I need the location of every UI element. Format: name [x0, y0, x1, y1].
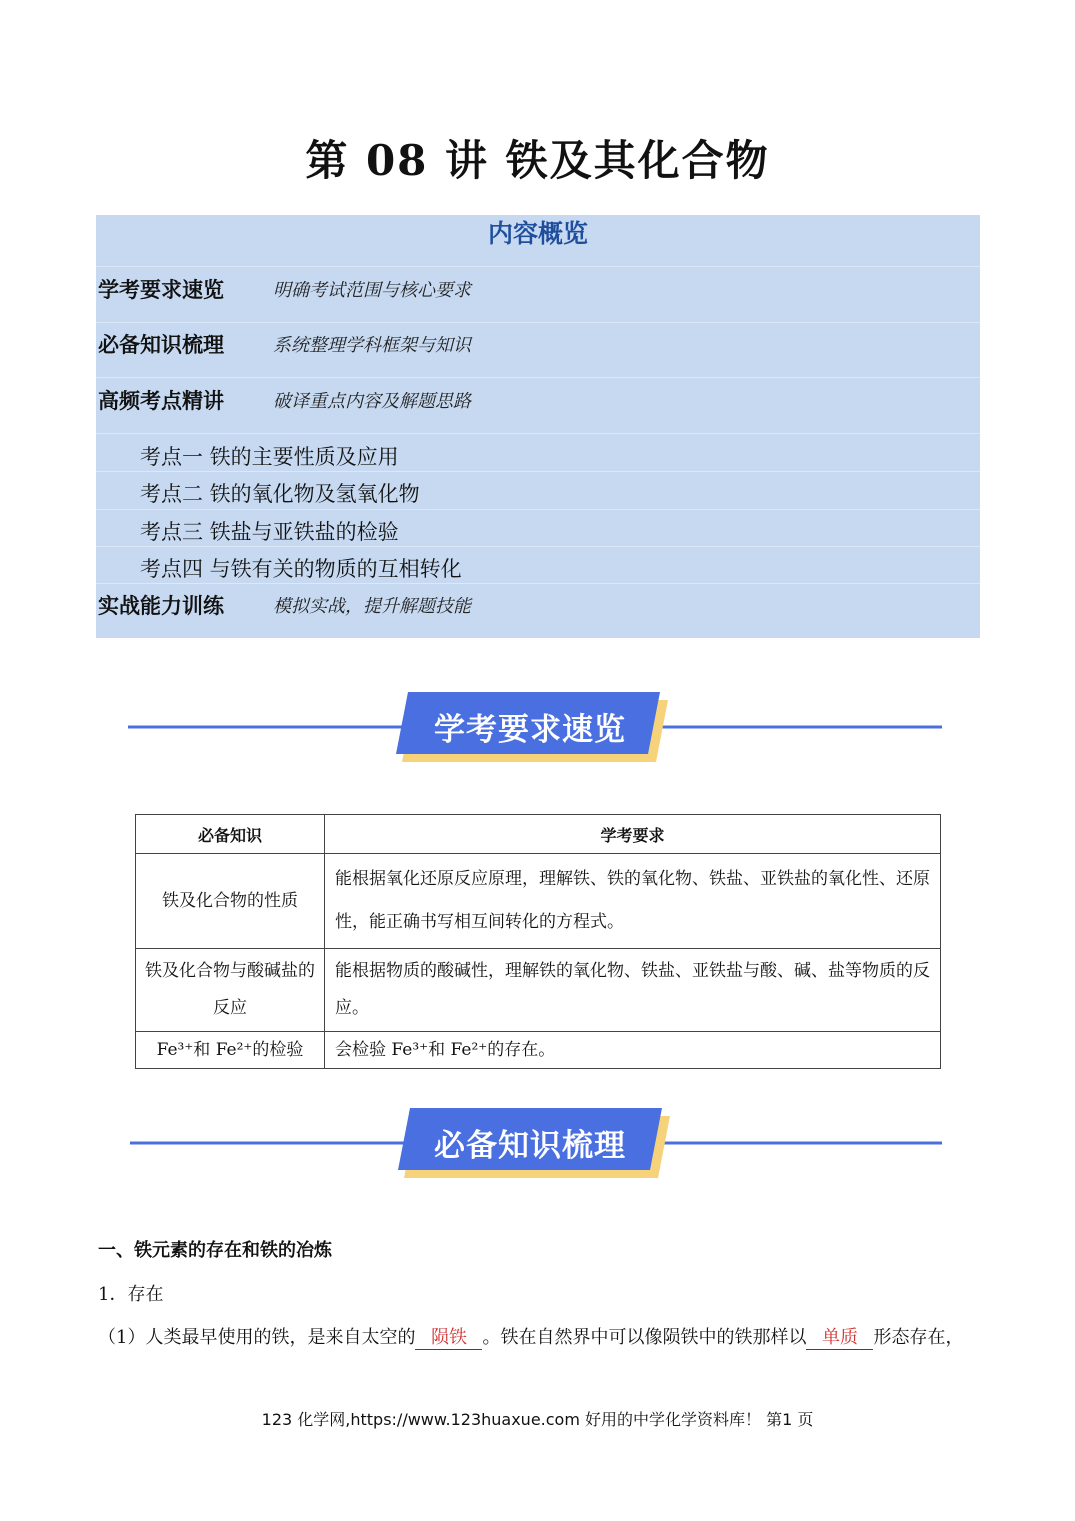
overview-key: 高频考点精讲	[98, 389, 224, 413]
overview-desc: 系统整理学科框架与知识	[273, 335, 471, 356]
fill-blank-answer: 陨铁	[415, 1323, 482, 1350]
overview-point: 考点一 铁的主要性质及应用	[140, 445, 399, 469]
table-cell: Fe³⁺和 Fe²⁺的检验	[136, 1032, 325, 1069]
overview-row	[96, 274, 980, 304]
table-row	[136, 1032, 941, 1069]
overview-row	[96, 590, 980, 620]
text-span: 形态存在，	[873, 1327, 964, 1348]
divider	[96, 266, 980, 267]
table-cell: 会检验 Fe³⁺和 Fe²⁺的存在。	[325, 1032, 941, 1069]
overview-row	[96, 329, 980, 359]
page-title: 第 08 讲 铁及其化合物	[305, 136, 770, 185]
table-row	[136, 949, 941, 1032]
overview-point: 考点三 铁盐与亚铁盐的检验	[140, 520, 399, 544]
overview-key: 必备知识梳理	[98, 333, 224, 357]
divider	[96, 377, 980, 378]
overview-desc: 模拟实战，提升解题技能	[273, 596, 471, 617]
divider	[96, 433, 980, 434]
overview-key: 学考要求速览	[98, 278, 224, 302]
text-span: 。铁在自然界中可以像陨铁中的铁那样以	[482, 1327, 807, 1348]
requirements-table	[135, 814, 941, 1069]
section-heading: 一、铁元素的存在和铁的冶炼	[98, 1240, 332, 1261]
banner-label: 学考要求速览	[434, 712, 626, 748]
table-cell: 铁及化合物的性质	[136, 854, 325, 949]
table-header: 必备知识	[136, 815, 325, 854]
overview-row	[96, 385, 980, 415]
fill-blank-answer: 单质	[806, 1323, 873, 1350]
table-cell: 能根据物质的酸碱性，理解铁的氧化物、铁盐、亚铁盐与酸、碱、盐等物质的反应。	[325, 949, 941, 1032]
overview-box	[96, 215, 980, 638]
table-row	[136, 854, 941, 949]
divider	[96, 583, 980, 584]
divider	[96, 322, 980, 323]
overview-point: 考点二 铁的氧化物及氢氧化物	[140, 482, 420, 506]
page-footer: 123 化学网,https://www.123huaxue.com 好用的中学化学资料库！ 第1 页	[261, 1410, 814, 1429]
section-banner-requirements	[0, 688, 1075, 768]
divider	[96, 546, 980, 547]
divider	[96, 509, 980, 510]
overview-key: 实战能力训练	[98, 594, 224, 618]
table-header-row	[136, 815, 941, 854]
overview-desc: 明确考试范围与核心要求	[273, 280, 471, 301]
overview-desc: 破译重点内容及解题思路	[273, 391, 471, 412]
table-cell: 铁及化合物与酸碱盐的反应	[136, 949, 325, 1032]
overview-point: 考点四 与铁有关的物质的互相转化	[140, 557, 462, 581]
divider	[96, 471, 980, 472]
subheading: 1．存在	[98, 1284, 164, 1305]
text-span: （1）人类最早使用的铁，是来自太空的	[98, 1327, 416, 1348]
table-header: 学考要求	[325, 815, 941, 854]
table-cell: 能根据氧化还原反应原理，理解铁、铁的氧化物、铁盐、亚铁盐的氧化性、还原性，能正确书写相互间转化的方程式。	[325, 854, 941, 949]
overview-heading: 内容概览	[487, 219, 588, 248]
section-banner-knowledge	[0, 1104, 1075, 1184]
paragraph	[98, 1323, 963, 1350]
banner-label: 必备知识梳理	[434, 1128, 626, 1164]
